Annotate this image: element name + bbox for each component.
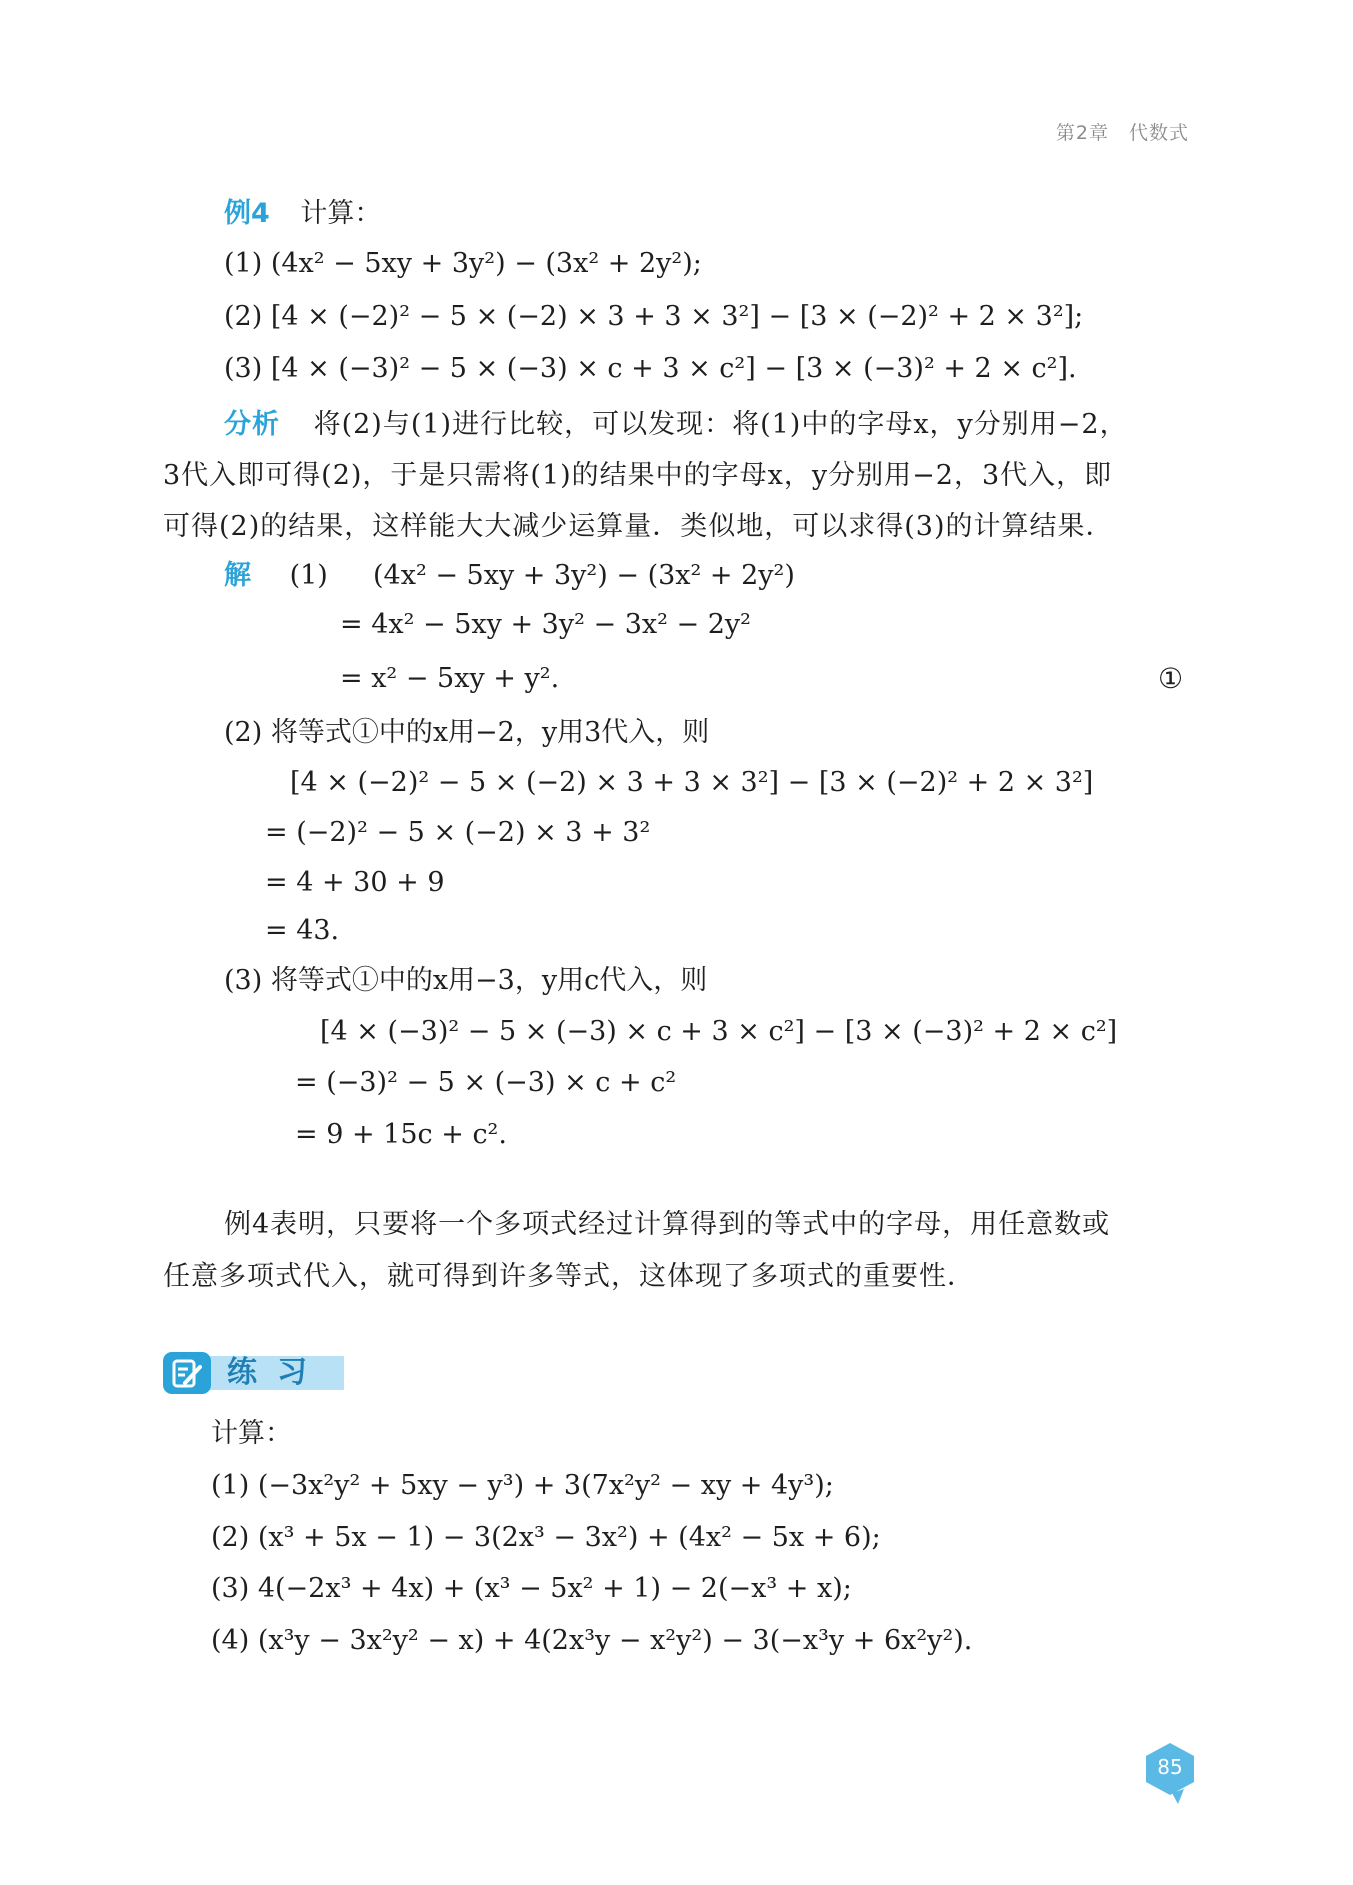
solution-heading: [224, 558, 328, 594]
solution-part3-line-3: = 9 + 15c + c².: [295, 1119, 507, 1150]
page-number: 85: [1157, 1755, 1183, 1779]
solution-part3-line-2: = (−3)² − 5 × (−3) × c + c²: [295, 1067, 677, 1098]
practice-header: [163, 1352, 344, 1394]
conclusion-line-2: 任意多项式代入，就可得到许多等式，这体现了多项式的重要性．: [163, 1261, 975, 1292]
practice-item-3: (3) 4(−2x³ + 4x) + (x³ − 5x² + 1) − 2(−x³ + x);: [211, 1573, 852, 1604]
analysis-line-3: 可得(2)的结果，这样能大大减少运算量．类似地，可以求得(3)的计算结果．: [163, 511, 1114, 542]
solution-part2-intro: (2) 将等式①中的x用−2，y用3代入，则: [224, 717, 710, 748]
example-problem-2: (2) [4 × (−2)² − 5 × (−2) × 3 + 3 × 3²] − [3 × (−2)² + 2 × 3²];: [224, 301, 1084, 332]
solution-part2-line-3: = 4 + 30 + 9: [265, 867, 445, 898]
practice-item-1: (1) (−3x²y² + 5xy − y³) + 3(7x²y² − xy + 4y³);: [211, 1470, 834, 1501]
analysis-line-1: [224, 400, 1128, 449]
solution-part1-line-3: = x² − 5xy + y².: [340, 663, 560, 694]
pencil-note-icon: [163, 1352, 211, 1394]
example-label: 例4: [224, 198, 270, 229]
solution-part1-tag: (1): [289, 560, 328, 591]
conclusion-line-1: 例4表明，只要将一个多项式经过计算得到的等式中的字母，用任意数或: [224, 1209, 1111, 1240]
solution-part1-line-1: (4x² − 5xy + 3y²) − (3x² + 2y²): [373, 560, 795, 591]
practice-prompt: 计算：: [211, 1418, 292, 1449]
solution-part3-line-1: [4 × (−3)² − 5 × (−3) × c + 3 × c²] − [3 × (−3)² + 2 × c²]: [320, 1016, 1118, 1047]
example-prompt: 计算：: [300, 198, 382, 229]
solution-part2-line-1: [4 × (−2)² − 5 × (−2) × 3 + 3 × 3²] − [3 × (−2)² + 2 × 3²]: [290, 767, 1094, 798]
example-problem-1: (1) (4x² − 5xy + 3y²) − (3x² + 2y²);: [224, 248, 702, 279]
equation-marker: ①: [1158, 662, 1184, 695]
solution-part2-line-2: = (−2)² − 5 × (−2) × 3 + 3²: [265, 817, 651, 848]
chapter-header: 第2章 代数式: [1055, 122, 1189, 144]
practice-item-2: (2) (x³ + 5x − 1) − 3(2x³ − 3x²) + (4x² − 5x + 6);: [211, 1522, 881, 1553]
analysis-text-1: 将(2)与(1)进行比较，可以发现：将(1)中的字母x，y分别用−2，: [313, 409, 1128, 440]
practice-item-4: (4) (x³y − 3x²y² − x) + 4(2x³y − x²y²) − 3(−x³y + 6x²y²).: [211, 1625, 973, 1656]
solution-part2-line-4: = 43.: [265, 915, 340, 946]
solution-label: 解: [224, 560, 251, 591]
page-number-badge: [1142, 1741, 1198, 1809]
example-heading: [224, 196, 381, 232]
example-problem-3: (3) [4 × (−3)² − 5 × (−3) × c + 3 × c²] − [3 × (−3)² + 2 × c²].: [224, 353, 1077, 384]
analysis-label: 分析: [224, 409, 280, 440]
analysis-line-2: 3代入即可得(2)，于是只需将(1)的结果中的字母x，y分别用−2，3代入，即: [163, 460, 1113, 491]
practice-title: 练习: [227, 1355, 327, 1390]
solution-part1-line-2: = 4x² − 5xy + 3y² − 3x² − 2y²: [340, 609, 751, 640]
solution-part3-intro: (3) 将等式①中的x用−3，y用c代入，则: [224, 965, 708, 996]
